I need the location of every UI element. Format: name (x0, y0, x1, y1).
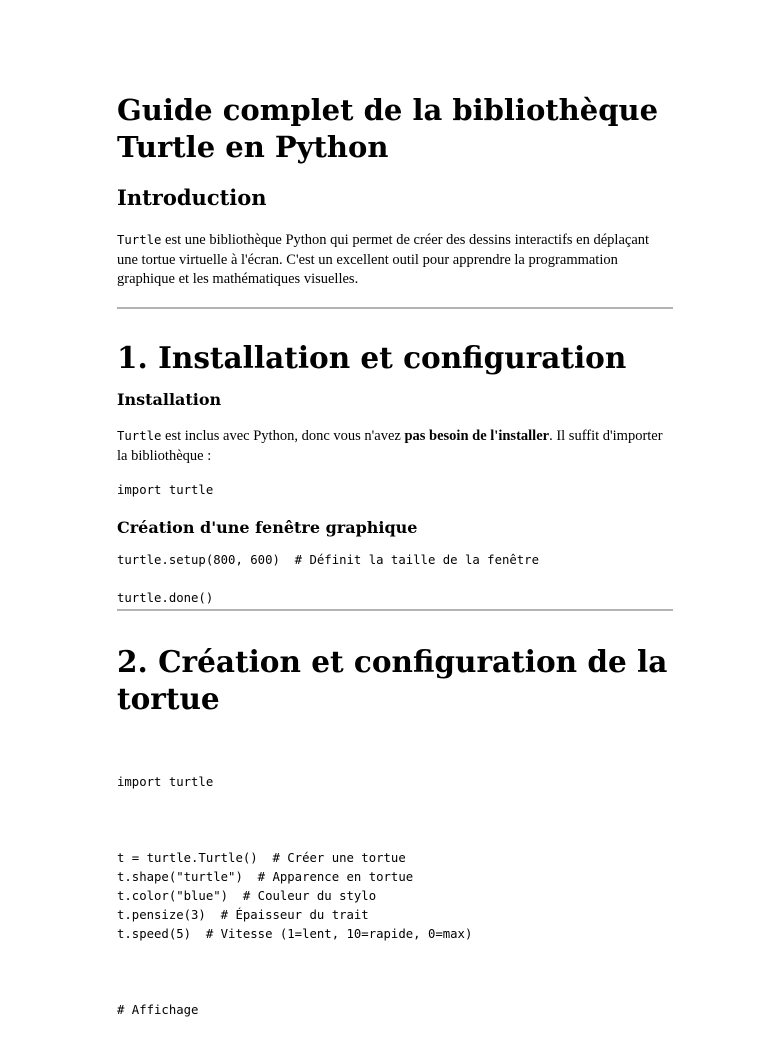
divider (117, 307, 673, 309)
code-line: t.pensize(3) # Épaisseur du trait (117, 907, 369, 922)
code-line: t.shape("turtle") # Apparence en tortue (117, 869, 414, 884)
divider (117, 609, 673, 611)
intro-heading: Introduction (117, 185, 267, 211)
intro-text: est une bibliothèque Python qui permet de créer des dessins interactifs en déplaçant une tortue virtuelle à l'écran. C'est un excellent outil pour apprendre la programmation graphique et les mathématiques visuelles. (117, 232, 650, 288)
code-block-import: import turtle (117, 483, 214, 498)
code-line: t.speed(5) # Vitesse (1=lent, 10=rapide, 0=max) (117, 926, 473, 941)
code-lines (117, 849, 673, 944)
installation-heading: Installation (117, 390, 222, 410)
code-block-turtle (117, 735, 673, 1058)
code-line: turtle.setup(800, 600) # Définit la taille de la fenêtre (117, 553, 539, 568)
code-line: import turtle (117, 774, 214, 789)
installation-bold-text: pas besoin de l'installer (404, 428, 550, 445)
code-line: t.color("blue") # Couleur du stylo (117, 888, 377, 903)
installation-text-after: . Il suffit d'importer la bibliothèque : (117, 428, 663, 464)
inline-code-turtle: Turtle (117, 233, 162, 248)
window-heading: Création d'une fenêtre graphique (117, 518, 418, 538)
code-line: turtle.done() (117, 591, 214, 606)
code-block-setup (117, 551, 673, 608)
section-2-heading: 2. Création et configuration de la tortue (117, 644, 668, 717)
inline-code-turtle: Turtle (117, 429, 162, 444)
code-line: # Affichage (117, 1002, 199, 1017)
installation-text-before: est inclus avec Python, donc vous n'avez (161, 428, 405, 445)
intro-paragraph (117, 231, 673, 290)
section-1-heading: 1. Installation et configuration (117, 339, 627, 375)
code-line: t = turtle.Turtle() # Créer une tortue (117, 850, 406, 865)
document-page (117, 92, 673, 1058)
installation-paragraph (117, 427, 673, 466)
document-title: Guide complet de la bibliothèque Turtle en Python (117, 93, 659, 164)
